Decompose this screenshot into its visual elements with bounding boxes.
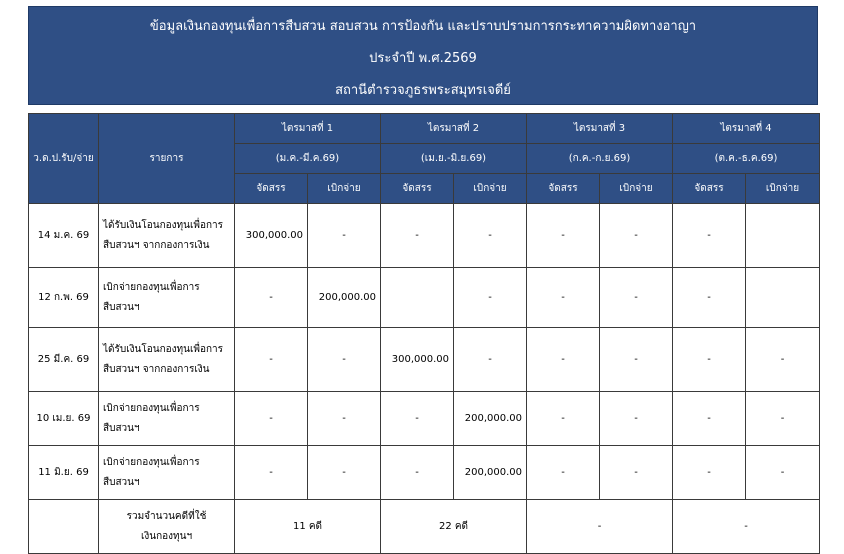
- table-row: [29, 204, 820, 268]
- cell-value: -: [600, 392, 673, 446]
- cell-value: -: [454, 268, 527, 328]
- row-item-line-1: เบิกจ่ายกองทุนเพื่อการ: [103, 281, 200, 293]
- cell-value: [746, 268, 820, 328]
- cell-value: -: [600, 446, 673, 500]
- total-label-line-1: รวมจำนวนคดีที่ใช้: [126, 510, 207, 522]
- cell-value: -: [308, 328, 381, 392]
- cell-value: -: [381, 446, 454, 500]
- row-item: [99, 446, 235, 500]
- row-item-line-2: สืบสวนฯ จากกองการเงิน: [103, 239, 210, 251]
- sub-header-alloc: จัดสรร: [235, 174, 308, 204]
- row-item-line-1: ได้รับเงินโอนกองทุนเพื่อการ: [103, 219, 224, 231]
- cell-value: -: [600, 268, 673, 328]
- cell-value: -: [673, 204, 746, 268]
- quarter-3-months: (ก.ค.-ก.ย.69): [527, 144, 673, 174]
- sub-header-spend: เบิกจ่าย: [308, 174, 381, 204]
- cell-value: 200,000.00: [454, 392, 527, 446]
- table-row: [29, 328, 820, 392]
- row-item-line-2: สืบสวนฯ: [103, 422, 140, 434]
- quarter-2-months: (เม.ย.-มิ.ย.69): [381, 144, 527, 174]
- cell-value: -: [235, 268, 308, 328]
- total-label: [99, 500, 235, 554]
- cell-value: 200,000.00: [308, 268, 381, 328]
- quarter-3-header: ไตรมาสที่ 3: [527, 114, 673, 144]
- cell-value: -: [308, 204, 381, 268]
- fund-table: [28, 113, 820, 554]
- row-item-line-1: เบิกจ่ายกองทุนเพื่อการ: [103, 456, 200, 468]
- table-row: [29, 268, 820, 328]
- cell-value: 300,000.00: [235, 204, 308, 268]
- cell-value: -: [600, 328, 673, 392]
- total-q1: 11 คดี: [235, 500, 381, 554]
- row-item: [99, 328, 235, 392]
- cell-value: -: [527, 328, 600, 392]
- table-row: [29, 446, 820, 500]
- sub-header-spend: เบิกจ่าย: [454, 174, 527, 204]
- row-item: [99, 204, 235, 268]
- quarter-4-header: ไตรมาสที่ 4: [673, 114, 820, 144]
- row-item: [99, 268, 235, 328]
- title-banner: [28, 6, 818, 105]
- cell-value: [746, 204, 820, 268]
- title-line-2: ประจำปี พ.ศ.2569: [369, 51, 477, 66]
- sub-header-spend: เบิกจ่าย: [746, 174, 820, 204]
- row-date: 12 ก.พ. 69: [29, 268, 99, 328]
- cell-value: -: [600, 204, 673, 268]
- row-date: 14 ม.ค. 69: [29, 204, 99, 268]
- cell-value: -: [235, 328, 308, 392]
- cell-value: -: [381, 204, 454, 268]
- total-q3: -: [527, 500, 673, 554]
- cell-value: -: [308, 446, 381, 500]
- cell-value: -: [308, 392, 381, 446]
- cell-value: -: [746, 446, 820, 500]
- cell-value: -: [673, 328, 746, 392]
- cell-value: -: [454, 204, 527, 268]
- sub-header-alloc: จัดสรร: [673, 174, 746, 204]
- cell-value: -: [527, 446, 600, 500]
- sub-header-alloc: จัดสรร: [381, 174, 454, 204]
- quarter-1-months: (ม.ค.-มี.ค.69): [235, 144, 381, 174]
- total-row: [29, 500, 820, 554]
- row-item-line-2: สืบสวนฯ: [103, 301, 140, 313]
- row-item-line-2: สืบสวนฯ จากกองการเงิน: [103, 363, 210, 375]
- title-line-3: สถานีตำรวจภูธรพระสมุทรเจดีย์: [335, 83, 511, 98]
- row-date: 10 เม.ย. 69: [29, 392, 99, 446]
- total-q2: 22 คดี: [381, 500, 527, 554]
- table-row: [29, 392, 820, 446]
- total-q4: -: [673, 500, 820, 554]
- cell-value: -: [527, 268, 600, 328]
- cell-value: 300,000.00: [381, 328, 454, 392]
- title-line-1: ข้อมูลเงินกองทุนเพื่อการสืบสวน สอบสวน การป้องกัน และปราบปรามการกระทาความผิดทางอาญา: [149, 19, 697, 34]
- col-header-date: ว.ด.ป.รับ/จ่าย: [29, 114, 99, 204]
- row-item-line-1: ได้รับเงินโอนกองทุนเพื่อการ: [103, 343, 224, 355]
- cell-value: -: [673, 392, 746, 446]
- sub-header-spend: เบิกจ่าย: [600, 174, 673, 204]
- col-header-item: รายการ: [99, 114, 235, 204]
- row-item: [99, 392, 235, 446]
- cell-value: 200,000.00: [454, 446, 527, 500]
- row-date: 11 มิ.ย. 69: [29, 446, 99, 500]
- cell-value: -: [381, 392, 454, 446]
- cell-value: -: [746, 328, 820, 392]
- cell-value: -: [527, 392, 600, 446]
- cell-value: -: [746, 392, 820, 446]
- row-date: 25 มี.ค. 69: [29, 328, 99, 392]
- row-item-line-1: เบิกจ่ายกองทุนเพื่อการ: [103, 402, 200, 414]
- row-item-line-2: สืบสวนฯ: [103, 476, 140, 488]
- cell-value: -: [235, 392, 308, 446]
- cell-value: -: [235, 446, 308, 500]
- quarter-1-header: ไตรมาสที่ 1: [235, 114, 381, 144]
- quarter-4-months: (ต.ค.-ธ.ค.69): [673, 144, 820, 174]
- sub-header-alloc: จัดสรร: [527, 174, 600, 204]
- cell-value: -: [673, 268, 746, 328]
- cell-value: -: [527, 204, 600, 268]
- total-label-line-2: เงินกองทุนฯ: [140, 530, 193, 542]
- cell-value: -: [673, 446, 746, 500]
- cell-value: -: [454, 328, 527, 392]
- cell-value: [381, 268, 454, 328]
- quarter-2-header: ไตรมาสที่ 2: [381, 114, 527, 144]
- total-date-empty: [29, 500, 99, 554]
